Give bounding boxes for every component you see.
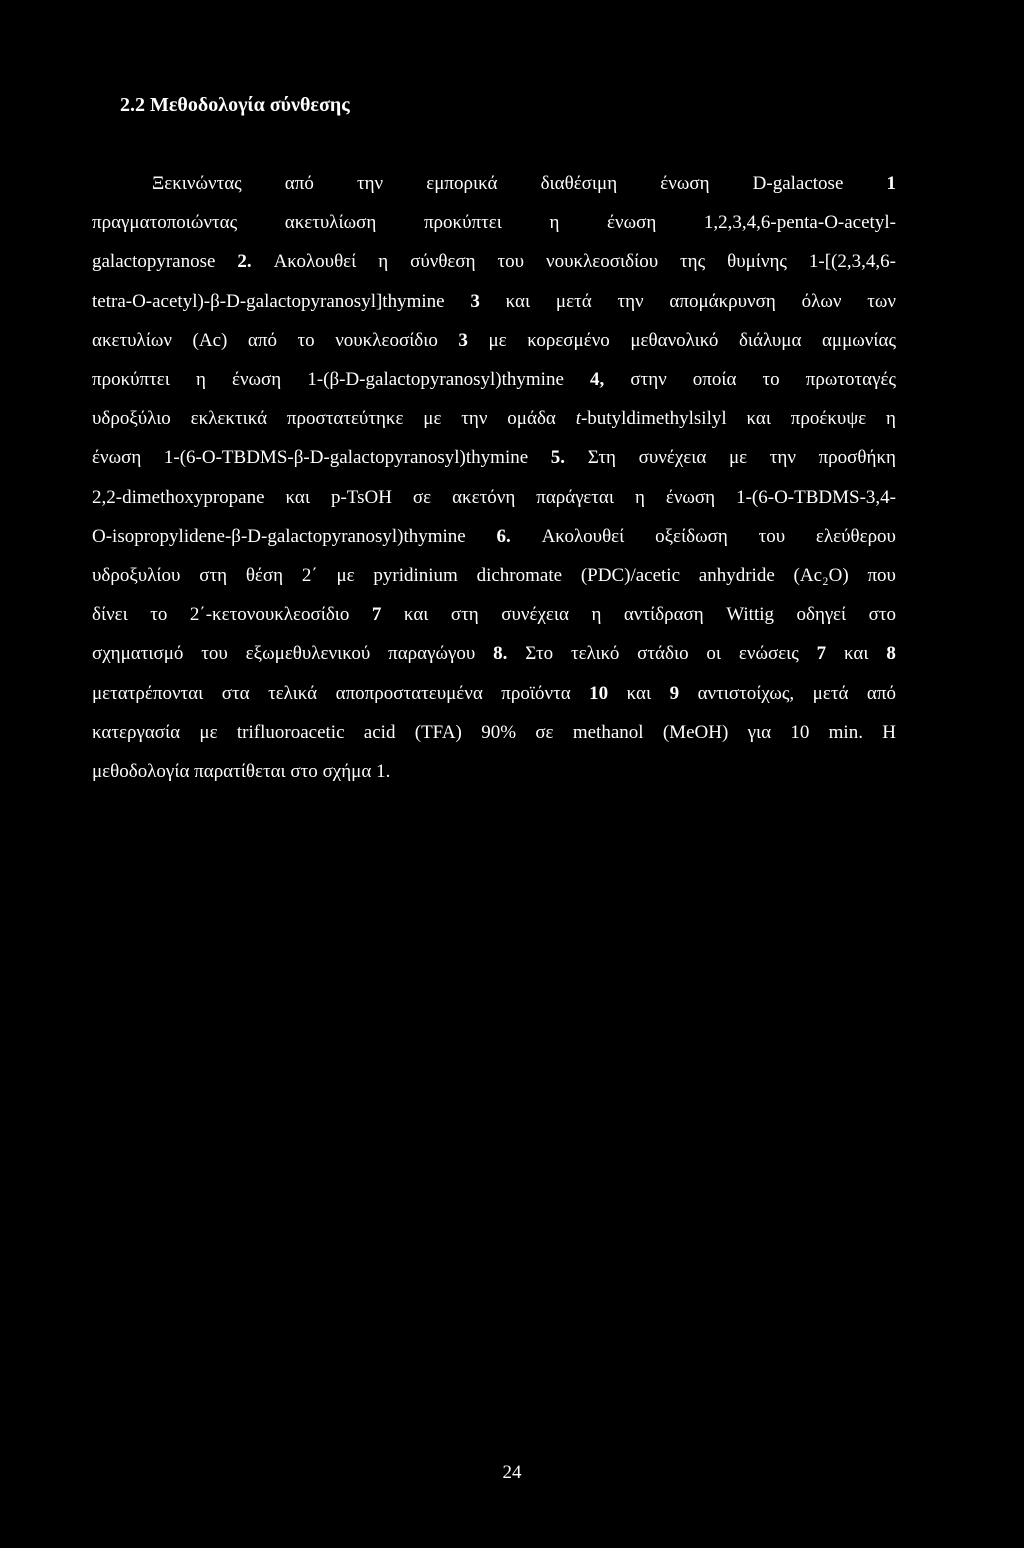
paragraph-word: 1-[(2,3,4,6- bbox=[808, 251, 896, 272]
paragraph-word: ακετυλίων bbox=[92, 330, 172, 351]
paragraph-word: τελικά bbox=[268, 683, 318, 704]
paragraph-word: ένωση bbox=[607, 212, 657, 233]
paragraph-word: 7 bbox=[816, 643, 827, 664]
paragraph-word: methanol bbox=[572, 722, 644, 743]
paragraph-word: στάδιο bbox=[637, 643, 689, 664]
paragraph-word: με bbox=[336, 565, 355, 586]
paragraph-word: στη bbox=[199, 565, 228, 586]
paragraph-word: 7 bbox=[371, 604, 382, 625]
paragraph-word: η bbox=[378, 251, 389, 272]
paragraph-word: εμπορικά bbox=[426, 173, 498, 194]
paragraph-word: διάλυμα bbox=[738, 330, 802, 351]
paragraph-word: προκύπτει bbox=[423, 212, 502, 233]
paragraph-word: 1-(6-O-TBDMS-β-D-galactopyranosyl)thymine bbox=[163, 447, 529, 468]
paragraph-word: στο bbox=[868, 604, 896, 625]
paragraph-word: t-butyldimethylsilyl bbox=[575, 408, 727, 429]
paragraph-line bbox=[92, 368, 896, 392]
paragraph-word: το bbox=[150, 604, 168, 625]
paragraph-word: από bbox=[284, 173, 314, 194]
paragraph-word: στα bbox=[221, 683, 250, 704]
paragraph-word: προέκυψε bbox=[790, 408, 867, 429]
paragraph-word: η bbox=[549, 212, 560, 233]
paragraph-word: 2. bbox=[237, 251, 252, 272]
paragraph-line bbox=[92, 525, 896, 549]
paragraph-word: μεθοδολογία bbox=[92, 761, 190, 782]
paragraph-word: μετά bbox=[555, 291, 592, 312]
paragraph-word: το bbox=[762, 369, 780, 390]
paragraph-word: 9 bbox=[669, 683, 680, 704]
paragraph-word: μετατρέπονται bbox=[92, 683, 204, 704]
paragraph-word: 2,2-dimethoxypropane bbox=[92, 487, 265, 508]
paragraph-line bbox=[92, 250, 896, 274]
paragraph-word: σχηματισμό bbox=[92, 643, 184, 664]
paragraph-word: (PDC)/acetic bbox=[580, 565, 681, 586]
paragraph-word: μετά bbox=[812, 683, 849, 704]
paragraph-word: του bbox=[758, 526, 786, 547]
page-number: 24 bbox=[502, 1462, 522, 1483]
paragraph-word: συνέχεια bbox=[501, 604, 569, 625]
paragraph-word: με bbox=[199, 722, 218, 743]
paragraph-line bbox=[92, 290, 896, 314]
paragraph-word: σύνθεση bbox=[410, 251, 476, 272]
paragraph-word: με bbox=[728, 447, 748, 468]
paragraph-word: (Ac₂O) bbox=[793, 565, 849, 586]
paragraph-line bbox=[92, 682, 896, 706]
paragraph-word: Στο bbox=[525, 643, 554, 664]
paragraph-word: προσθήκη bbox=[818, 447, 896, 468]
paragraph-word: συνέχεια bbox=[638, 447, 707, 468]
paragraph-line bbox=[92, 760, 390, 784]
paragraph-word: pyridinium bbox=[373, 565, 458, 586]
paragraph-word: και bbox=[285, 487, 310, 508]
paragraph-word: το bbox=[297, 330, 315, 351]
section-heading: 2.2 Μεθοδολογία σύνθεσης bbox=[120, 94, 350, 116]
paragraph-word: ένωση bbox=[231, 369, 282, 390]
paragraph-word: 1. bbox=[376, 761, 391, 782]
paragraph-word: η bbox=[886, 408, 896, 429]
paragraph-word: 8 bbox=[886, 643, 896, 664]
paragraph-line bbox=[92, 721, 896, 745]
paragraph-word: του bbox=[201, 643, 228, 664]
paragraph-word: υδροξυλίου bbox=[92, 565, 181, 586]
paragraph-word: 3 bbox=[470, 291, 480, 312]
paragraph-word: D-galactose bbox=[752, 173, 844, 194]
paragraph-word: κορεσμένο bbox=[527, 330, 610, 351]
paragraph-word: min. bbox=[828, 722, 863, 743]
paragraph-word: την bbox=[356, 173, 384, 194]
paragraph-word: dichromate bbox=[476, 565, 563, 586]
paragraph-word: 1-(6-O-TBDMS-3,4- bbox=[736, 487, 896, 508]
paragraph-word: 10 bbox=[790, 722, 810, 743]
paragraph-word: Ξεκινώντας bbox=[152, 173, 242, 194]
paragraph-word: (MeOH) bbox=[662, 722, 729, 743]
paragraph-word: αμμωνίας bbox=[821, 330, 896, 351]
paragraph-word: νουκλεοσίδιο bbox=[335, 330, 438, 351]
paragraph-word: παρατίθεται bbox=[194, 761, 286, 782]
paragraph-word: προκύπτει bbox=[92, 369, 170, 390]
paragraph-word: αντίδραση bbox=[623, 604, 704, 625]
paragraph-word: με bbox=[423, 408, 442, 429]
paragraph-word: ένωση bbox=[660, 173, 710, 194]
paragraph-line bbox=[92, 486, 896, 510]
paragraph-word: με bbox=[488, 330, 507, 351]
paragraph-word: εκλεκτικά bbox=[190, 408, 268, 429]
paragraph-word: Ακολουθεί bbox=[541, 526, 625, 547]
paragraph-word: από bbox=[247, 330, 277, 351]
paragraph-word: Η bbox=[882, 722, 896, 743]
paragraph-word: παραγώγου bbox=[388, 643, 476, 664]
paragraph-word: ακετυλίωση bbox=[284, 212, 377, 233]
paragraph-word: O-isopropylidene-β-D-galactopyranosyl)thymine bbox=[92, 526, 466, 547]
paragraph-word: p-TsOH bbox=[330, 487, 392, 508]
paragraph-line bbox=[152, 172, 896, 196]
paragraph-word: την bbox=[461, 408, 488, 429]
paragraph-word: κατεργασία bbox=[92, 722, 181, 743]
paragraph-word: 1,2,3,4,6-penta-O-acetyl- bbox=[703, 212, 896, 233]
paragraph-word: δίνει bbox=[92, 604, 128, 625]
paragraph-word: στην bbox=[630, 369, 667, 390]
paragraph-line bbox=[92, 564, 896, 588]
paragraph-word: προϊόντα bbox=[501, 683, 571, 704]
paragraph-word: τελικό bbox=[570, 643, 620, 664]
paragraph-word: θυμίνης bbox=[727, 251, 787, 272]
paragraph-word: της bbox=[680, 251, 706, 272]
paragraph-word: ένωση bbox=[92, 447, 142, 468]
paragraph-word: 8. bbox=[493, 643, 508, 664]
paragraph-word: η bbox=[634, 487, 645, 508]
paragraph-word: οδηγεί bbox=[796, 604, 847, 625]
paragraph-word: στο bbox=[290, 761, 318, 782]
paragraph-word: όλων bbox=[801, 291, 842, 312]
paragraph-word: ενώσεις bbox=[738, 643, 799, 664]
paragraph-word: ελεύθερου bbox=[815, 526, 896, 547]
paragraph-word: 3 bbox=[458, 330, 468, 351]
paragraph-word: Ακολουθεί bbox=[273, 251, 357, 272]
paragraph-word: tetra-O-acetyl)-β-D-galactopyranosyl]thymine bbox=[92, 291, 445, 312]
paragraph-word: για bbox=[747, 722, 772, 743]
paragraph-word: πρωτοταγές bbox=[805, 369, 896, 390]
paragraph-line bbox=[92, 407, 896, 431]
paragraph-word: Στη bbox=[587, 447, 616, 468]
paragraph-word: και bbox=[403, 604, 429, 625]
paragraph-word: ακετόνη bbox=[452, 487, 516, 508]
paragraph-word: 2΄ bbox=[301, 565, 318, 586]
paragraph-line bbox=[92, 603, 896, 627]
paragraph-word: που bbox=[867, 565, 896, 586]
paragraph-word: 5. bbox=[550, 447, 566, 468]
paragraph-word: 90% bbox=[481, 722, 517, 743]
paragraph-line bbox=[92, 211, 896, 235]
paragraph-word: 2΄-κετονουκλεοσίδιο bbox=[189, 604, 350, 625]
paragraph-word: των bbox=[867, 291, 896, 312]
paragraph-word: anhydride bbox=[698, 565, 775, 586]
paragraph-word: 1-(β-D-galactopyranosyl)thymine bbox=[307, 369, 564, 390]
paragraph-word: 6. bbox=[496, 526, 511, 547]
paragraph-word: παράγεται bbox=[536, 487, 614, 508]
paragraph-word: trifluoroacetic bbox=[236, 722, 345, 743]
paragraph-line bbox=[92, 329, 896, 353]
paragraph-word: αντιστοίχως, bbox=[697, 683, 795, 704]
paragraph-word: σε bbox=[535, 722, 554, 743]
paragraph-word: (Ac) bbox=[192, 330, 228, 351]
paragraph-word: και bbox=[844, 643, 869, 664]
paragraph-word: και bbox=[626, 683, 652, 704]
paragraph-word: πραγματοποιώντας bbox=[92, 212, 238, 233]
paragraph-line bbox=[92, 446, 896, 470]
paragraph-word: acid bbox=[363, 722, 396, 743]
paragraph-word: Wittig bbox=[726, 604, 775, 625]
paragraph-word: (TFA) bbox=[414, 722, 462, 743]
paragraph-word: εξωμεθυλενικού bbox=[245, 643, 371, 664]
paragraph-word: αποπροστατευμένα bbox=[335, 683, 483, 704]
paragraph-word: οποία bbox=[692, 369, 737, 390]
paragraph-word: οι bbox=[706, 643, 722, 664]
paragraph-word: την bbox=[617, 291, 644, 312]
paragraph-word: η bbox=[195, 369, 206, 390]
paragraph-word: διαθέσιμη bbox=[540, 173, 618, 194]
paragraph-word: νουκλεοσιδίου bbox=[546, 251, 659, 272]
paragraph-word: θέση bbox=[245, 565, 284, 586]
paragraph-word: και bbox=[505, 291, 531, 312]
paragraph-word: οξείδωση bbox=[655, 526, 728, 547]
paragraph-word: από bbox=[866, 683, 896, 704]
paragraph-word: η bbox=[591, 604, 602, 625]
paragraph-word: απομάκρυνση bbox=[669, 291, 776, 312]
paragraph-word: του bbox=[497, 251, 525, 272]
paragraph-word: 10 bbox=[589, 683, 609, 704]
paragraph-line bbox=[92, 642, 896, 666]
paragraph-word: στη bbox=[450, 604, 479, 625]
paragraph-word: και bbox=[746, 408, 771, 429]
paragraph-word: την bbox=[769, 447, 796, 468]
paragraph-word: προστατεύτηκε bbox=[286, 408, 404, 429]
paragraph-word: galactopyranose bbox=[92, 251, 216, 272]
paragraph-word: μεθανολικό bbox=[630, 330, 719, 351]
paragraph-word: υδροξύλιο bbox=[92, 408, 171, 429]
paragraph-word: ένωση bbox=[665, 487, 716, 508]
paragraph-word: σχήμα bbox=[322, 761, 372, 782]
paragraph-word: 1 bbox=[886, 173, 896, 194]
paragraph-word: ομάδα bbox=[507, 408, 556, 429]
paragraph-word: 4, bbox=[589, 369, 605, 390]
paragraph-word: σε bbox=[412, 487, 432, 508]
